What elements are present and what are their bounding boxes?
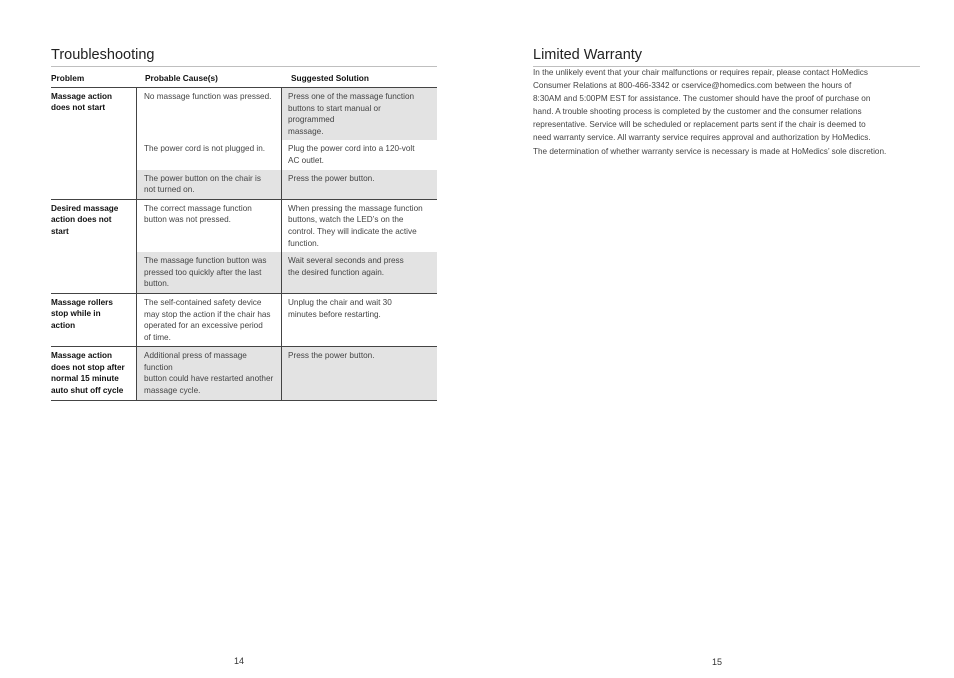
cause-cell: Additional press of massage function button could have restarted another massage cycle. (137, 347, 282, 399)
title-divider (51, 66, 437, 67)
warranty-body: In the unlikely event that your chair malfunctions or requires repair, please contact HoMedics Consumer Relations at 800-466-3342 or cservice@homedics.com between the hours of 8:30AM and 5:00PM EST for assistance. The customer should have the proof of purchase on hand. A trouble shooting process is completed by the customer and the consumer relations representative. Service will be scheduled or replacement parts sent if the chair is deemed to need warranty service. All warranty service requires approval and authorization by HoMedics. The determination of whether warranty service is necessary is made at HoMedics’ sole discretion. (533, 68, 887, 156)
header-problem: Problem (51, 73, 85, 83)
problem-group (51, 88, 437, 200)
problem-group (51, 347, 437, 400)
cause-cell: The correct massage function button was not pressed. (137, 200, 282, 252)
troubleshooting-title: Troubleshooting (51, 47, 155, 63)
cause-solution-rows (137, 294, 437, 346)
table-row (137, 170, 437, 199)
table-row (137, 88, 437, 140)
solution-cell: When pressing the massage function buttons, watch the LED’s on the control. They will indicate the active function. (288, 203, 423, 248)
solution-cell: Unplug the chair and wait 30 minutes before restarting. (288, 297, 392, 319)
table-body (51, 88, 437, 401)
cause-cell: No massage function was pressed. (137, 88, 282, 140)
table-row (137, 200, 437, 252)
cause-cell: The self-contained safety device may stop the action if the chair has operated for an excessive period of time. (137, 294, 282, 346)
cause-cell: The power cord is not plugged in. (137, 140, 282, 169)
page-number: 15 (712, 657, 723, 667)
solution-cell: Press the power button. (288, 173, 375, 183)
cause-solution-rows (137, 88, 437, 199)
cause-cell: The power button on the chair is not turned on. (137, 170, 282, 199)
header-solution: Suggested Solution (291, 73, 369, 83)
solution-cell: Press one of the massage function buttons to start manual or programmed massage. (282, 88, 437, 140)
problem-cell: Desired massage action does not start (51, 200, 137, 293)
page-number: 14 (234, 656, 245, 666)
problem-group (51, 294, 437, 347)
solution-cell: Press the power button. (288, 351, 375, 361)
solution-cell: Wait several seconds and press the desired function again. (288, 256, 404, 277)
cause-solution-rows (137, 200, 437, 293)
problem-cell: Massage rollers stop while in action (51, 294, 137, 346)
table-row (137, 140, 437, 169)
problem-cell: Massage action does not stop after normal 15 minute auto shut off cycle (51, 347, 137, 399)
table-row (137, 252, 437, 293)
problem-group (51, 200, 437, 294)
cause-solution-rows (137, 347, 437, 399)
table-header (51, 68, 437, 88)
page-15 (477, 0, 954, 678)
warranty-title: Limited Warranty (533, 47, 643, 63)
solution-cell: Plug the power cord into a 120-volt AC outlet. (288, 144, 415, 165)
cause-cell: The massage function button was pressed too quickly after the last button. (137, 252, 282, 293)
troubleshooting-table (51, 68, 437, 401)
header-cause: Probable Cause(s) (145, 73, 218, 83)
problem-cell: Massage action does not start (51, 88, 137, 199)
table-row (137, 294, 437, 346)
table-row (137, 347, 437, 399)
